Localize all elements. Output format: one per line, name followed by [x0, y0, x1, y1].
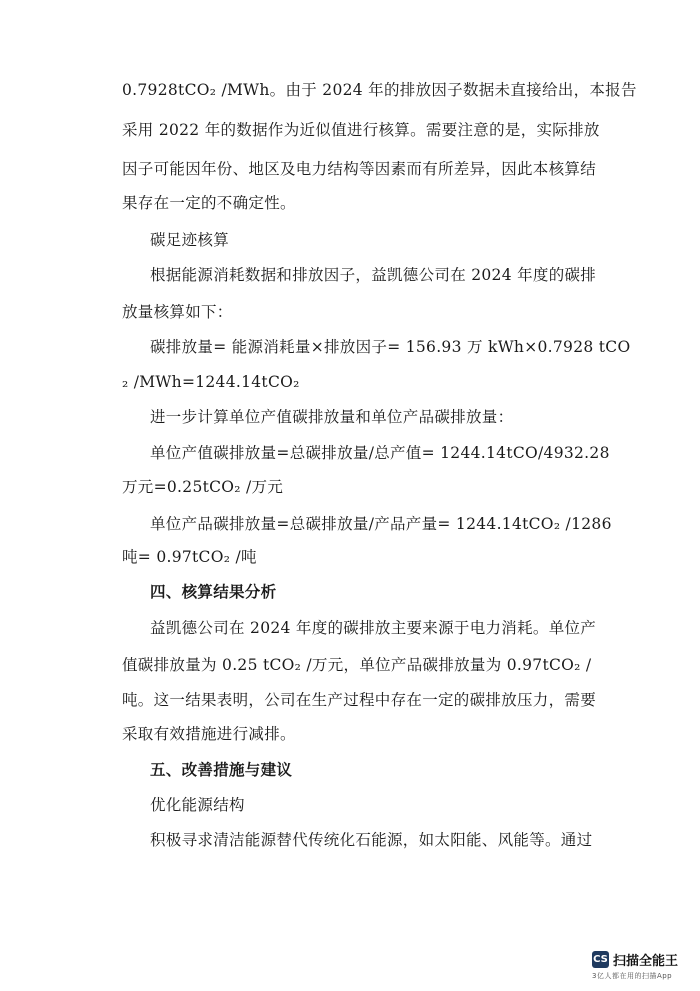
- text-line: 采用 2022 年的数据作为近似值进行核算。需要注意的是，实际排放: [122, 121, 600, 139]
- section-heading: 四、核算结果分析: [150, 582, 277, 601]
- formula-line: 碳排放量= 能源消耗量×排放因子= 156.93 万 kWh×0.7928 tCO: [150, 338, 631, 356]
- text-line: 值碳排放量为 0.25 tCO₂ /万元，单位产品碳排放量为 0.97tCO₂ /: [122, 656, 592, 674]
- text-line: 放量核算如下：: [122, 303, 233, 321]
- formula-line: ₂ /MWh=1244.14tCO₂: [122, 373, 300, 391]
- watermark-tagline: 3亿人都在用的扫描App: [592, 972, 673, 980]
- text-line: 因子可能因年份、地区及电力结构等因素而有所差异，因此本核算结: [122, 160, 597, 178]
- scanner-watermark: [592, 950, 686, 981]
- text-line: 进一步计算单位产值碳排放量和单位产品碳排放量：: [150, 408, 514, 426]
- text-line: 采取有效措施进行减排。: [122, 725, 296, 743]
- formula-line: 单位产值碳排放量=总碳排放量/总产值= 1244.14tCO/4932.28: [150, 444, 610, 462]
- text-line: 吨。这一结果表明，公司在生产过程中存在一定的碳排放压力，需要: [122, 691, 597, 709]
- formula-line: 单位产品碳排放量=总碳排放量/产品产量= 1244.14tCO₂ /1286: [150, 515, 612, 533]
- section-heading: 五、改善措施与建议: [150, 760, 293, 779]
- text-line: 根据能源消耗数据和排放因子，益凯德公司在 2024 年度的碳排: [150, 266, 597, 284]
- text-line: 积极寻求清洁能源替代传统化石能源，如太阳能、风能等。通过: [150, 831, 593, 849]
- formula-line: 吨= 0.97tCO₂ /吨: [122, 548, 257, 566]
- text-line: 0.7928tCO₂ /MWh。由于 2024 年的排放因子数据未直接给出，本报告: [122, 81, 637, 99]
- watermark-app-name: 扫描全能王: [613, 954, 679, 969]
- subsection-title: 优化能源结构: [150, 796, 245, 814]
- subsection-title: 碳足迹核算: [150, 231, 230, 249]
- text-line: 益凯德公司在 2024 年度的碳排放主要来源于电力消耗。单位产: [150, 619, 597, 637]
- camscanner-logo-icon: CS: [592, 951, 609, 968]
- text-line: 果存在一定的不确定性。: [122, 194, 296, 212]
- formula-line: 万元=0.25tCO₂ /万元: [122, 478, 284, 496]
